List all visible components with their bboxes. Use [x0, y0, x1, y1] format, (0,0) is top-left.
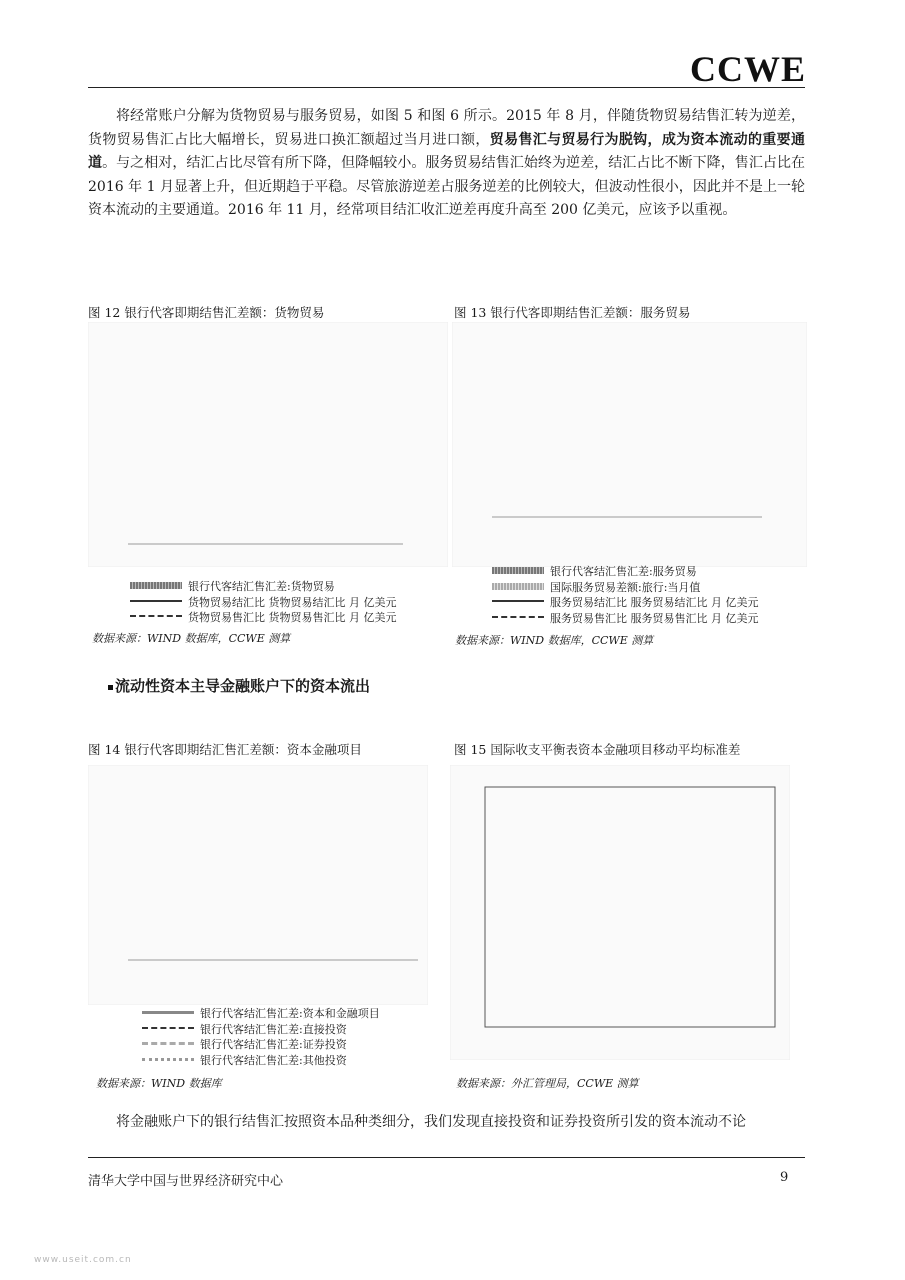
- figure-12-chart: [88, 322, 448, 567]
- footer-organization: 清华大学中国与世界经济研究中心: [88, 1174, 284, 1189]
- figure-12-source: 数据来源：WIND 数据库，CCWE 测算: [92, 632, 291, 645]
- body-paragraph-1: [88, 105, 805, 223]
- brand-logo: CCWE: [690, 49, 807, 89]
- legend-label: 银行代客结汇售汇差:直接投资: [200, 1022, 347, 1036]
- footer-divider: [88, 1157, 805, 1158]
- legend-label: 银行代客结汇售汇差:资本和金融项目: [200, 1007, 380, 1020]
- legend-label: 服务贸易售汇比 服务贸易售汇比 月 亿美元: [550, 611, 759, 625]
- legend-label: 货物贸易结汇比 货物贸易结汇比 月 亿美元: [188, 595, 397, 609]
- legend-label: 银行代客结汇售汇差:其他投资: [200, 1053, 347, 1067]
- bullet-square-icon: [108, 685, 113, 690]
- figure-15-source: 数据来源：外汇管理局，CCWE 测算: [456, 1077, 639, 1090]
- section-heading: [108, 675, 370, 696]
- legend-label: 服务贸易结汇比 服务贸易结汇比 月 亿美元: [550, 596, 759, 609]
- section-heading-text: 流动性资本主导金融账户下的资本流出: [115, 677, 371, 695]
- legend-label: 银行代客结汇售汇差:货物贸易: [188, 580, 335, 593]
- figure-15-caption: 图 15 国际收支平衡表资本金融项目移动平均标准差: [454, 742, 741, 757]
- figure-13-caption: 图 13 银行代客即期结售汇差额：服务贸易: [454, 305, 691, 320]
- paragraph-text: 。与之相对，结汇占比尽管有所下降，但降幅较小。服务贸易结售汇始终为逆差，结汇占比不断下降，售汇占比在 2016 年 1 月显著上升，但近期趋于平稳。尽管旅游逆差占服务逆差的比例较大，但波动性很小，因此并不是上一轮资本流动的主要通道。2016 年 11 月，经常项目结汇收汇逆差再度升高至 200 亿美元，应该予以重视。: [88, 155, 805, 218]
- emphasis-text: 贸易售汇与贸易行为脱钩，成为资本流动的重要通道: [88, 131, 806, 171]
- legend-label: 货物贸易售汇比 货物贸易售汇比 月 亿美元: [188, 611, 397, 624]
- header-divider: [88, 87, 805, 88]
- watermark: www.useit.com.cn: [34, 1255, 132, 1265]
- page-number: 9: [780, 1170, 789, 1185]
- paragraph-text: 将经常账户分解为货物贸易与服务贸易，如图 5 和图 6 所示。2015 年 8 月，伴随货物贸易结售汇转为逆差，货物贸易售汇占比大幅增长，贸易进口换汇额超过当月进口额，: [88, 108, 805, 148]
- legend-label: 银行代客结汇售汇差:服务贸易: [550, 565, 697, 578]
- figure-13-chart: [452, 322, 807, 567]
- figure-14-source: 数据来源：WIND 数据库: [96, 1077, 222, 1090]
- figure-13-source: 数据来源：WIND 数据库，CCWE 测算: [455, 634, 654, 647]
- legend-label: 国际服务贸易差额:旅行:当月值: [550, 580, 701, 594]
- body-paragraph-2: 将金融账户下的银行结售汇按照资本品种类细分，我们发现直接投资和证券投资所引发的资本流动不论: [116, 1114, 746, 1130]
- figure-12-caption: 图 12 银行代客即期结售汇差额：货物贸易: [88, 305, 325, 320]
- figure-14-chart: [88, 765, 428, 1005]
- figure-15-chart: [450, 765, 790, 1060]
- legend-label: 银行代客结汇售汇差:证券投资: [200, 1038, 347, 1051]
- figure-14-caption: 图 14 银行代客即期结汇售汇差额：资本金融项目: [88, 742, 362, 757]
